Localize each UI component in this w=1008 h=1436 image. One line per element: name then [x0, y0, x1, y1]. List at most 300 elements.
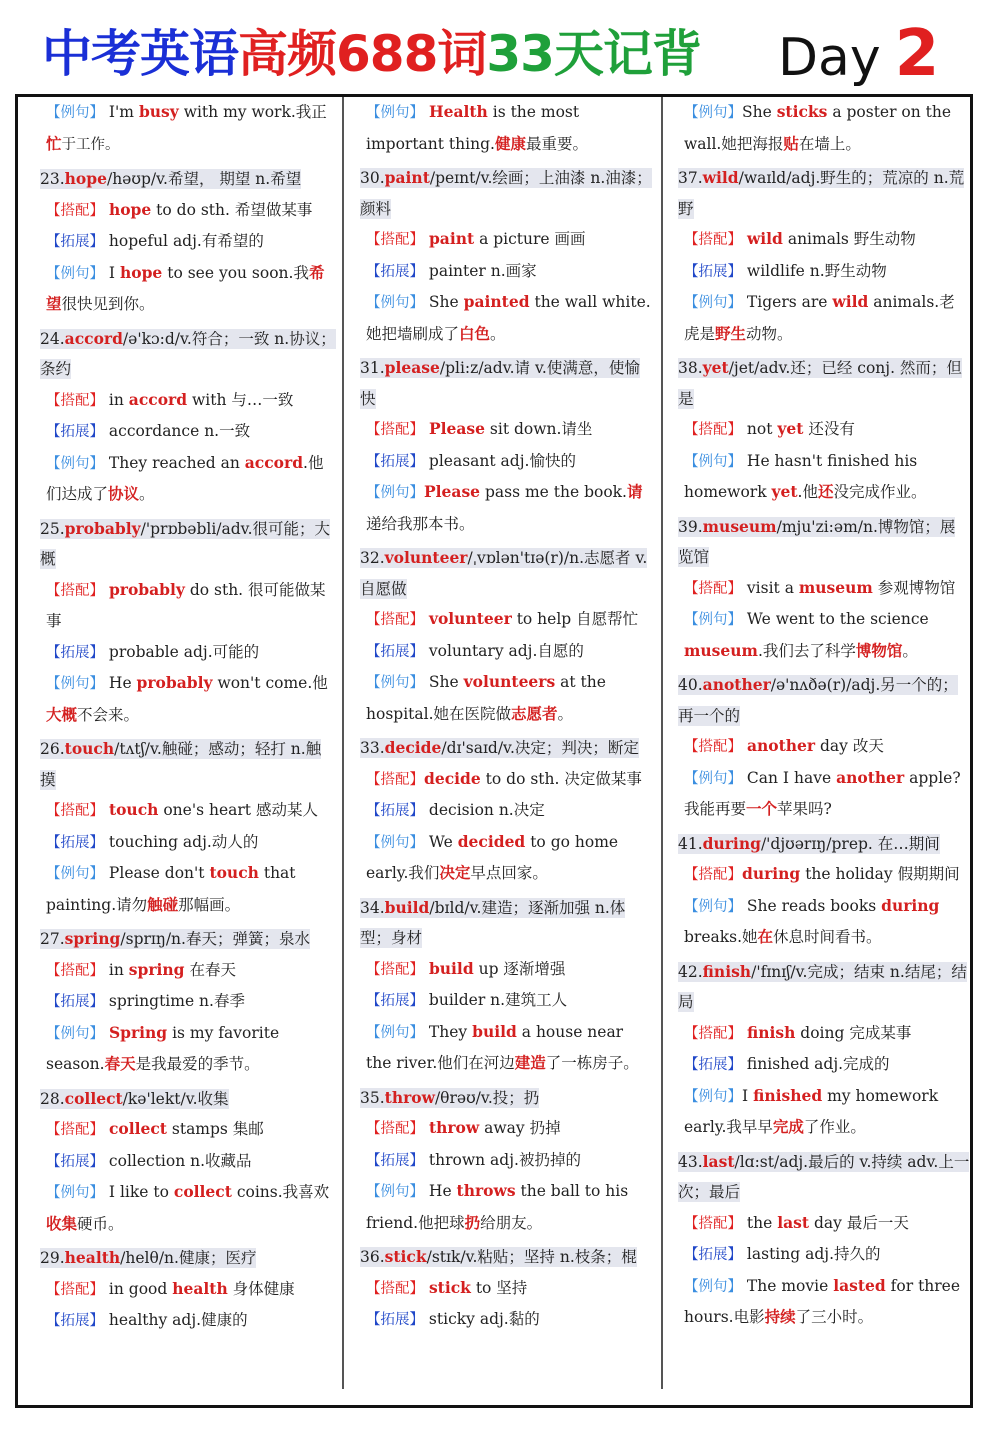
- keyword-zh: 还: [817, 482, 834, 501]
- example-line: [40, 1018, 336, 1080]
- example-text: animals.老虎是: [684, 293, 955, 343]
- example-text: coins.我喜欢: [231, 1183, 330, 1201]
- entry-headword: [678, 517, 955, 568]
- keyword: museum: [798, 577, 873, 597]
- definition: /kə'lekt/v.收集: [122, 1089, 229, 1108]
- word-entry-36: [360, 1242, 652, 1336]
- column-divider-2: [661, 97, 663, 1389]
- example-text: the wall white.她把墙刷成了: [366, 293, 651, 343]
- entry-number: 31.: [360, 359, 385, 377]
- keyword-zh: 博物馆: [855, 640, 903, 660]
- example-line: [360, 1176, 652, 1238]
- keyword: painted: [463, 292, 530, 311]
- collocation-text: the holiday 假期期间: [800, 865, 960, 883]
- example-line: [678, 1081, 970, 1143]
- collocation-text: 参观博物馆: [872, 578, 956, 597]
- entry-headword: [40, 1089, 229, 1109]
- keyword: last: [777, 1212, 810, 1232]
- headword: wild: [702, 168, 739, 187]
- extension-text: thrown adj.被扔掉的: [424, 1150, 581, 1169]
- collocation-text: doing 完成某事: [795, 1023, 912, 1042]
- example-tag: 【例句】: [366, 295, 424, 311]
- definition: /sprɪŋ/n.春天；弹簧；泉水: [120, 930, 310, 948]
- definition: /'fɪnɪʃ/v.完成；结束 n.结尾；结局: [678, 962, 967, 1011]
- example-tag: 【例句】: [684, 105, 742, 121]
- definition: /bɪld/v.建造；逐渐加强 n.体型；身材: [360, 898, 626, 947]
- example-text: 在墙上。: [798, 134, 861, 153]
- entry-headword: [360, 358, 640, 409]
- example-text: The movie: [742, 1276, 834, 1295]
- collocation-text: up 逐渐增强: [473, 959, 566, 978]
- entry-headword: [678, 962, 967, 1013]
- title-part-3: 33天记背: [486, 25, 701, 83]
- collocation-tag: 【搭配】: [366, 1121, 424, 1137]
- example-tag: 【例句】: [366, 1024, 424, 1041]
- collocation-tag: 【搭配】: [366, 961, 424, 978]
- example-tag: 【例句】: [46, 676, 104, 692]
- entry-number: 29.: [40, 1249, 65, 1267]
- keyword-zh: 忙: [46, 133, 62, 153]
- entry-headword: [360, 1088, 539, 1108]
- example-line: [678, 763, 970, 825]
- example-text: 那幅画。: [178, 895, 241, 914]
- keyword: another: [836, 767, 905, 787]
- collocation-text: stamps 集邮: [166, 1120, 264, 1138]
- example-line: [40, 668, 336, 730]
- example-tag: 【例句】: [46, 1025, 104, 1042]
- headword: throw: [384, 1087, 435, 1107]
- extension-tag: 【拓展】: [366, 643, 424, 660]
- example-text: .我们去了科学: [757, 641, 856, 660]
- extension-tag: 【拓展】: [366, 263, 424, 280]
- entry-headword: [678, 168, 964, 219]
- keyword: hope: [108, 199, 152, 219]
- example-text: 硬币。: [77, 1214, 124, 1233]
- collocation-text: in: [104, 390, 129, 409]
- example-text: .他们达成了: [46, 453, 324, 503]
- example-line: [678, 287, 970, 349]
- example-text: I: [104, 263, 120, 282]
- extension-tag: 【拓展】: [684, 263, 742, 280]
- extension-tag: 【拓展】: [684, 1057, 742, 1073]
- headword: collect: [64, 1088, 123, 1108]
- collocation-text: with 与…一致: [187, 390, 294, 409]
- entry-number: 42.: [678, 962, 703, 981]
- extension-tag: 【拓展】: [46, 234, 104, 250]
- definition: /helθ/n.健康；医疗: [120, 1249, 257, 1267]
- collocation-tag: 【搭配】: [366, 612, 424, 628]
- keyword-zh: 野生: [715, 323, 747, 343]
- entry-headword: [678, 1152, 969, 1203]
- headword: last: [702, 1151, 735, 1171]
- collocation-line: [360, 954, 652, 986]
- example-tag: 【例句】: [46, 265, 104, 282]
- day-number: 2: [894, 17, 940, 91]
- word-entry-41: [678, 829, 970, 953]
- example-text: that painting.请勿: [46, 864, 296, 914]
- continued-example: [678, 97, 970, 159]
- definition: /ˌvɒlən'tɪə(r)/n.志愿者 v.自愿做: [360, 549, 648, 598]
- keyword-zh: 协议: [108, 484, 140, 503]
- extension-line: [360, 256, 652, 288]
- keyword: touch: [209, 863, 259, 882]
- extension-tag: 【拓展】: [46, 1153, 104, 1170]
- keyword: build: [472, 1021, 517, 1041]
- keyword-zh: 希望: [46, 262, 325, 313]
- extension-line: [40, 1305, 336, 1337]
- definition: /tʌtʃ/v.触碰；感动；轻打 n.触摸: [40, 740, 322, 789]
- collocation-line: [678, 573, 970, 605]
- keyword: decide: [424, 768, 481, 788]
- extension-line: [360, 1304, 652, 1336]
- example-text: 苹果吗?: [777, 800, 832, 818]
- extension-tag: 【拓展】: [366, 1152, 424, 1169]
- keyword: volunteers: [463, 672, 556, 691]
- example-text: He: [104, 674, 137, 692]
- example-tag: 【例句】: [366, 485, 424, 501]
- keyword: stick: [428, 1277, 471, 1297]
- extension-line: [40, 226, 336, 258]
- definition: /θrəʊ/v.投；扔: [434, 1088, 540, 1107]
- example-text: 最重要。: [525, 134, 588, 153]
- headword: stick: [384, 1247, 427, 1266]
- extension-line: [40, 986, 336, 1018]
- word-entry-23: [40, 164, 336, 320]
- example-tag: 【例句】: [46, 105, 104, 121]
- keyword-zh: 贴: [783, 133, 799, 153]
- extension-tag: 【拓展】: [366, 453, 424, 470]
- collocation-text: 身体健康: [227, 1279, 295, 1298]
- collocation-line: [360, 1113, 652, 1145]
- example-text: 早点回家。: [470, 864, 548, 882]
- word-entry-35: [360, 1083, 652, 1239]
- example-line: [678, 604, 970, 666]
- entry-number: 26.: [40, 740, 65, 758]
- example-text: 没完成作业。: [833, 483, 927, 501]
- keyword: Health: [428, 102, 488, 121]
- example-text: pass me the book.: [480, 483, 627, 501]
- entry-number: 38.: [678, 359, 703, 377]
- entry-number: 23.: [40, 170, 65, 188]
- keyword: another: [746, 736, 816, 755]
- headword: please: [384, 358, 440, 377]
- extension-line: [360, 985, 652, 1017]
- keyword-zh: 收集: [46, 1213, 78, 1233]
- example-line: [360, 667, 652, 729]
- entry-number: 37.: [678, 169, 703, 187]
- entry-number: 28.: [40, 1089, 65, 1108]
- entry-headword: [360, 738, 639, 758]
- entry-number: 25.: [40, 519, 65, 538]
- word-entry-42: [678, 957, 970, 1143]
- collocation-tag: 【搭配】: [46, 962, 104, 979]
- keyword: health: [172, 1278, 228, 1298]
- collocation-line: [678, 731, 970, 763]
- example-text: .他: [797, 483, 818, 501]
- keyword: paint: [428, 229, 475, 248]
- extension-text: collection n.收藏品: [104, 1151, 252, 1170]
- entry-headword: [360, 168, 652, 219]
- collocation-text: day 改天: [815, 737, 884, 755]
- word-entry-40: [678, 670, 970, 825]
- collocation-line: [678, 224, 970, 256]
- example-text: is my favorite season.: [46, 1023, 280, 1073]
- example-tag: 【例句】: [46, 455, 104, 472]
- keyword: museum: [684, 640, 758, 660]
- extension-tag: 【拓展】: [46, 644, 104, 661]
- keyword-zh: 请: [627, 482, 643, 501]
- column-1: [40, 97, 336, 1389]
- example-text: 不会来。: [77, 705, 140, 724]
- example-text: apple?我能再要: [684, 768, 961, 818]
- keyword: accord: [244, 452, 304, 472]
- collocation-tag: 【搭配】: [46, 1281, 104, 1298]
- example-text: She: [742, 103, 777, 121]
- extension-text: voluntary adj.自愿的: [424, 641, 584, 660]
- word-entry-24: [40, 324, 336, 510]
- collocation-line: [40, 1274, 336, 1306]
- extension-text: finished adj.完成的: [742, 1055, 890, 1073]
- extension-text: pleasant adj.愉快的: [424, 451, 576, 470]
- example-tag: 【例句】: [684, 453, 742, 470]
- example-text: She reads books: [742, 896, 882, 915]
- word-entry-32: [360, 543, 652, 729]
- example-text: a house near the river.他们在河边: [366, 1022, 624, 1072]
- word-entry-27: [40, 924, 336, 1080]
- collocation-line: [40, 575, 336, 637]
- example-text: Can I have: [742, 768, 837, 787]
- example-text: We went to the science: [742, 610, 929, 628]
- example-line: [40, 448, 336, 510]
- keyword: Spring: [108, 1022, 168, 1042]
- keyword: build: [428, 958, 474, 978]
- keyword-zh: 在: [757, 927, 774, 946]
- example-text: Please don't: [104, 864, 210, 882]
- definition: /jet/adv.还；已经 conj. 然而；但是: [678, 359, 962, 408]
- extension-line: [40, 827, 336, 859]
- entry-headword: [360, 1247, 637, 1267]
- example-line: [678, 446, 970, 508]
- entry-headword: [40, 169, 301, 189]
- collocation-tag: 【搭配】: [366, 232, 424, 248]
- extension-text: healthy adj.健康的: [104, 1311, 248, 1329]
- example-tag: 【例句】: [366, 105, 424, 121]
- collocation-tag: 【搭配】: [46, 202, 104, 219]
- keyword: throws: [456, 1181, 516, 1200]
- keyword: probably: [108, 579, 185, 599]
- headword: health: [64, 1248, 121, 1267]
- entry-headword: [40, 329, 336, 380]
- collocation-line: [678, 1208, 970, 1240]
- keyword: Please: [424, 482, 481, 501]
- word-entry-30: [360, 163, 652, 349]
- entry-headword: [360, 898, 625, 949]
- extension-text: probable adj.可能的: [104, 642, 260, 661]
- collocation-line: [360, 414, 652, 446]
- example-tag: 【例句】: [684, 898, 742, 915]
- entry-number: 39.: [678, 517, 703, 536]
- column-3: [678, 97, 970, 1389]
- example-text: Tigers are: [742, 293, 833, 311]
- collocation-text: the: [742, 1213, 778, 1232]
- definition: /'djʊərɪŋ/prep. 在…期间: [760, 834, 940, 853]
- collocation-line: [40, 955, 336, 987]
- headword: yet: [702, 358, 729, 377]
- keyword: probably: [136, 673, 213, 692]
- example-text: She: [424, 293, 464, 311]
- word-entry-33: [360, 733, 652, 889]
- example-text: 动物。: [746, 324, 793, 343]
- keyword-zh: 决定: [439, 863, 471, 882]
- entry-headword: [40, 1248, 256, 1268]
- example-text: He hasn't finished his homework: [684, 451, 918, 501]
- example-line: [360, 477, 652, 539]
- extension-text: painter n.画家: [424, 261, 537, 280]
- word-entry-31: [360, 353, 652, 539]
- keyword: wild: [746, 229, 783, 248]
- example-line: [40, 258, 336, 320]
- example-text: 。: [139, 485, 155, 503]
- collocation-text: 在春天: [184, 960, 236, 979]
- keyword: busy: [138, 102, 179, 121]
- keyword: throw: [428, 1118, 480, 1137]
- definition: /həʊp/v.希望， 期望 n.希望: [106, 170, 302, 188]
- collocation-tag: 【搭配】: [46, 803, 104, 819]
- definition: /peɪnt/v.绘画；上油漆 n.油漆；颜料: [360, 169, 652, 218]
- keyword-zh: 春天: [104, 1054, 136, 1073]
- column-divider-1: [342, 97, 344, 1389]
- extension-line: [678, 256, 970, 288]
- extension-tag: 【拓展】: [46, 424, 104, 440]
- keyword: during: [742, 864, 801, 883]
- collocation-line: [678, 859, 970, 891]
- example-line: [40, 858, 336, 920]
- extension-text: hopeful adj.有希望的: [104, 232, 264, 250]
- example-line: [678, 1271, 970, 1333]
- word-entry-25: [40, 514, 336, 731]
- keyword: finished: [753, 1085, 823, 1105]
- example-text: 。: [902, 641, 918, 660]
- extension-tag: 【拓展】: [366, 803, 424, 819]
- example-text: the ball to his friend.他把球: [366, 1182, 629, 1232]
- entry-number: 36.: [360, 1248, 385, 1266]
- day-label: Day: [778, 28, 881, 88]
- example-text: 是我最爱的季节。: [135, 1055, 260, 1073]
- entry-number: 24.: [40, 329, 65, 348]
- continued-example: [360, 97, 652, 159]
- keyword: decided: [457, 831, 526, 851]
- headword: spring: [64, 929, 121, 948]
- collocation-text: in good: [104, 1279, 173, 1298]
- entry-headword: [40, 739, 321, 790]
- example-text: breaks.她: [684, 928, 758, 946]
- extension-line: [678, 1239, 970, 1271]
- keyword: touch: [108, 800, 159, 819]
- collocation-line: [40, 195, 336, 227]
- example-text: They reached an: [104, 453, 245, 472]
- extension-line: [360, 636, 652, 668]
- collocation-text: to help 自愿帮忙: [511, 610, 639, 628]
- example-text: won't come.他: [212, 674, 328, 692]
- extension-line: [40, 637, 336, 669]
- example-text: I'm: [104, 103, 139, 121]
- example-text: to go home early.我们: [366, 832, 619, 882]
- extension-line: [360, 446, 652, 478]
- collocation-tag: 【搭配】: [46, 392, 104, 409]
- example-text: They: [424, 1022, 473, 1041]
- collocation-tag: 【搭配】: [46, 1122, 104, 1138]
- headword: museum: [702, 516, 777, 536]
- collocation-line: [40, 385, 336, 417]
- definition: /stɪk/v.粘贴；坚持 n.枝条；棍: [426, 1248, 637, 1266]
- keyword: finish: [746, 1022, 796, 1042]
- keyword: yet: [771, 482, 798, 501]
- definition: /ə'nʌðə(r)/adj.另一个的；再一个的: [678, 676, 958, 725]
- entry-number: 30.: [360, 169, 385, 187]
- keyword: spring: [128, 959, 185, 979]
- extension-text: touching adj.动人的: [104, 832, 259, 851]
- example-tag: 【例句】: [684, 1278, 742, 1295]
- extension-line: [360, 795, 652, 827]
- word-entry-34: [360, 893, 652, 1079]
- example-text: 很快见到你。: [61, 295, 155, 313]
- collocation-tag: 【搭配】: [684, 1025, 742, 1042]
- entry-headword: [678, 358, 962, 409]
- example-line: [360, 827, 652, 889]
- collocation-tag: 【搭配】: [684, 580, 742, 597]
- headword: touch: [64, 739, 115, 758]
- collocation-line: [360, 604, 652, 636]
- word-entry-37: [678, 163, 970, 349]
- extension-tag: 【拓展】: [366, 993, 424, 1009]
- definition: /pli:z/adv.请 v.使满意，使愉快: [360, 359, 640, 408]
- extension-tag: 【拓展】: [46, 834, 104, 851]
- example-text: I like to: [104, 1183, 174, 1201]
- example-tag: 【例句】: [684, 770, 742, 787]
- collocation-tag: 【搭配】: [684, 739, 742, 755]
- example-line: [360, 1017, 652, 1079]
- keyword: during: [881, 895, 940, 915]
- collocation-text: to do sth. 希望做某事: [151, 200, 313, 219]
- entry-number: 34.: [360, 898, 385, 917]
- page-header: [0, 0, 1008, 92]
- collocation-text: do sth. 很可能做某事: [46, 580, 326, 630]
- example-text: 休息时间看书。: [773, 928, 882, 946]
- headword: decide: [384, 738, 442, 757]
- word-entry-26: [40, 734, 336, 920]
- definition: /waɪld/adj.野生的；荒凉的 n.荒野: [678, 169, 965, 218]
- extension-text: lasting adj.持久的: [742, 1245, 881, 1263]
- example-text: to see you soon.我: [162, 263, 309, 282]
- keyword-zh: 完成: [772, 1117, 804, 1136]
- entry-number: 41.: [678, 834, 703, 853]
- keyword: collect: [108, 1119, 167, 1138]
- extension-line: [678, 1049, 970, 1081]
- collocation-line: [360, 224, 652, 256]
- entry-headword: [678, 675, 958, 726]
- keyword-zh: 持续: [764, 1307, 796, 1326]
- collocation-tag: 【搭配】: [684, 1215, 742, 1232]
- keyword: hope: [119, 262, 163, 282]
- extension-tag: 【拓展】: [684, 1247, 742, 1263]
- example-text: 了三小时。: [795, 1308, 874, 1326]
- collocation-tag: 【搭配】: [366, 1280, 424, 1297]
- entry-number: 32.: [360, 549, 385, 567]
- example-line: [360, 287, 652, 349]
- example-tag: 【例句】: [366, 834, 424, 851]
- keyword: accord: [128, 389, 188, 409]
- entry-headword: [360, 548, 647, 599]
